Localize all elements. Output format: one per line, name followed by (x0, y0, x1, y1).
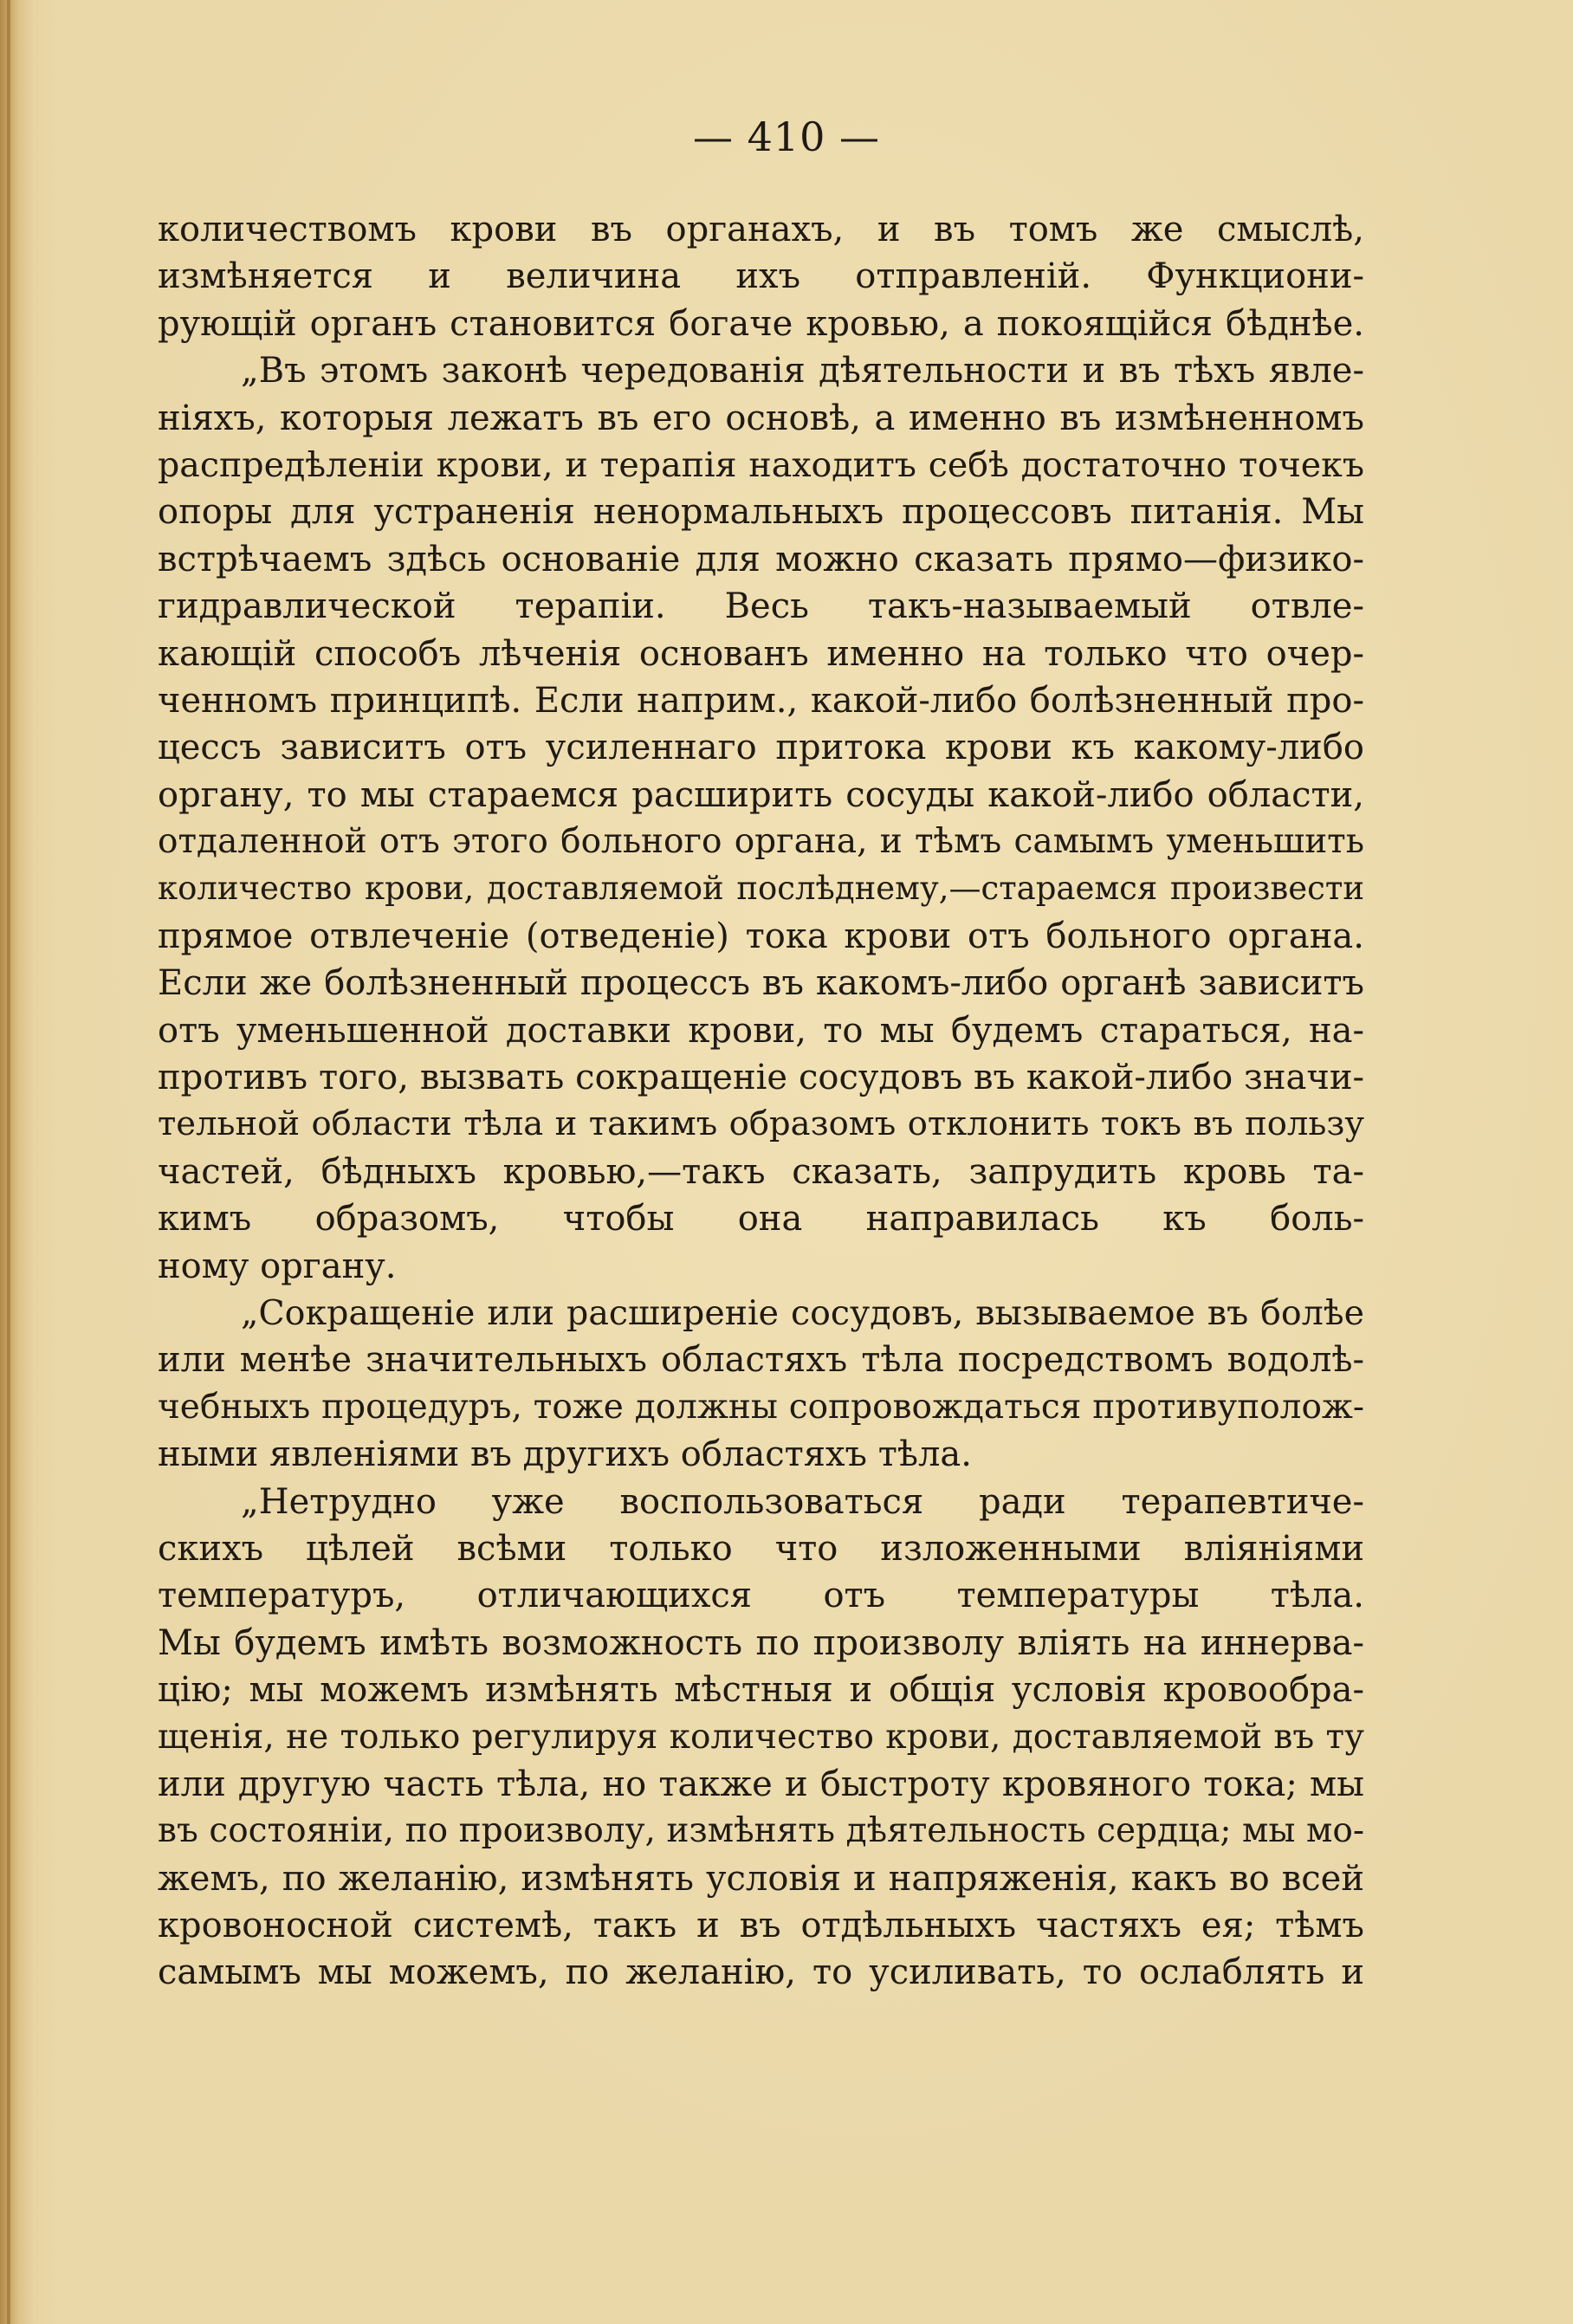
text-line: цію; мы можемъ измѣнять мѣстныя и общія условія кровообра- (158, 1670, 1364, 1711)
text-line: ніяхъ, которыя лежатъ въ его основѣ, а именно въ измѣненномъ (158, 398, 1364, 438)
text-line: или другую часть тѣла, но также и быстроту кровяного тока; мы (158, 1764, 1364, 1804)
text-line: встрѣчаемъ здѣсь основаніе для можно сказать прямо—физико- (158, 539, 1364, 579)
text-line: распредѣленіи крови, и терапія находитъ себѣ достаточно точекъ (158, 444, 1364, 485)
text-line: „Сокращеніе или расширеніе сосудовъ, вызываемое въ болѣе (241, 1292, 1364, 1333)
text-line: кровоносной системѣ, такъ и въ отдѣльныхъ частяхъ ея; тѣмъ (158, 1906, 1364, 1946)
text-line: количество крови, доставляемой послѣднему,—стараемся произвести (158, 870, 1364, 908)
text-line: измѣняется и величина ихъ отправленій. Функциони- (158, 256, 1364, 297)
text-line: частей, бѣдныхъ кровью,—такъ сказать, запрудить кровь та- (158, 1151, 1364, 1192)
text-line: самымъ мы можемъ, по желанію, то усиливать, то ослаблять и (158, 1952, 1364, 1993)
text-line: противъ того, вызвать сокращеніе сосудовъ въ какой-либо значи- (158, 1058, 1364, 1098)
text-line: тельной области тѣла и такимъ образомъ отклонить токъ въ пользу (158, 1104, 1364, 1144)
body-text (158, 206, 1364, 1997)
text-line: отъ уменьшенной доставки крови, то мы будемъ стараться, на- (158, 1010, 1364, 1051)
text-line: или менѣе значительныхъ областяхъ тѣла посредствомъ водолѣ- (158, 1340, 1364, 1381)
text-line: цессъ зависитъ отъ усиленнаго притока крови къ какому-либо (158, 728, 1364, 768)
text-line: жемъ, по желанію, измѣнять условія и напряженія, какъ во всей (158, 1858, 1364, 1899)
text-line: ченномъ принципѣ. Если наприм., какой-либо болѣзненный про- (158, 680, 1364, 721)
text-line: кающій способъ лѣченія основанъ именно на только что очер- (158, 633, 1364, 674)
text-line: ному органу. (158, 1246, 397, 1286)
text-line: рующій органъ становится богаче кровью, а покоящійся бѣднѣе. (158, 303, 1364, 344)
text-line: чебныхъ процедуръ, тоже должны сопровождаться противуполож- (158, 1387, 1364, 1427)
text-line: гидравлической терапіи. Весь такъ-называемый отвле- (158, 586, 1364, 627)
text-line: въ состояніи, по произволу, измѣнять дѣятельность сердца; мы мо- (158, 1811, 1364, 1851)
text-line: „Въ этомъ законѣ чередованія дѣятельности и въ тѣхъ явле- (241, 351, 1364, 392)
text-line: температуръ, отличающихся отъ температуры тѣла. (158, 1576, 1364, 1616)
text-line: количествомъ крови въ органахъ, и въ томъ же смыслѣ, (158, 210, 1364, 249)
page-number: — 410 — (692, 113, 881, 160)
text-line: щенія, не только регулируя количество крови, доставляемой въ ту (158, 1717, 1364, 1757)
text-line: „Нетрудно уже воспользоваться ради терапевтиче- (241, 1481, 1364, 1522)
text-line: прямое отвлеченіе (отведеніе) тока крови отъ больного органа. (158, 916, 1364, 956)
text-line: Мы будемъ имѣть возможность по произволу вліять на иннерва- (158, 1622, 1364, 1663)
text-line: отдаленной отъ этого больного органа, и тѣмъ самымъ уменьшить (158, 822, 1364, 862)
page-spine-edge (7, 0, 10, 2324)
text-line: кимъ образомъ, чтобы она направилась къ боль- (158, 1199, 1364, 1240)
text-line: Если же болѣзненный процессъ въ какомъ-либо органѣ зависитъ (158, 963, 1364, 1004)
text-line: ными явленіями въ другихъ областяхъ тѣла. (158, 1434, 972, 1475)
text-line: скихъ цѣлей всѣми только что изложенными вліяніями (158, 1528, 1364, 1569)
text-line: органу, то мы стараемся расширить сосуды какой-либо области, (158, 774, 1364, 815)
text-line: опоры для устраненія ненормальныхъ процессовъ питанія. Мы (158, 492, 1364, 533)
